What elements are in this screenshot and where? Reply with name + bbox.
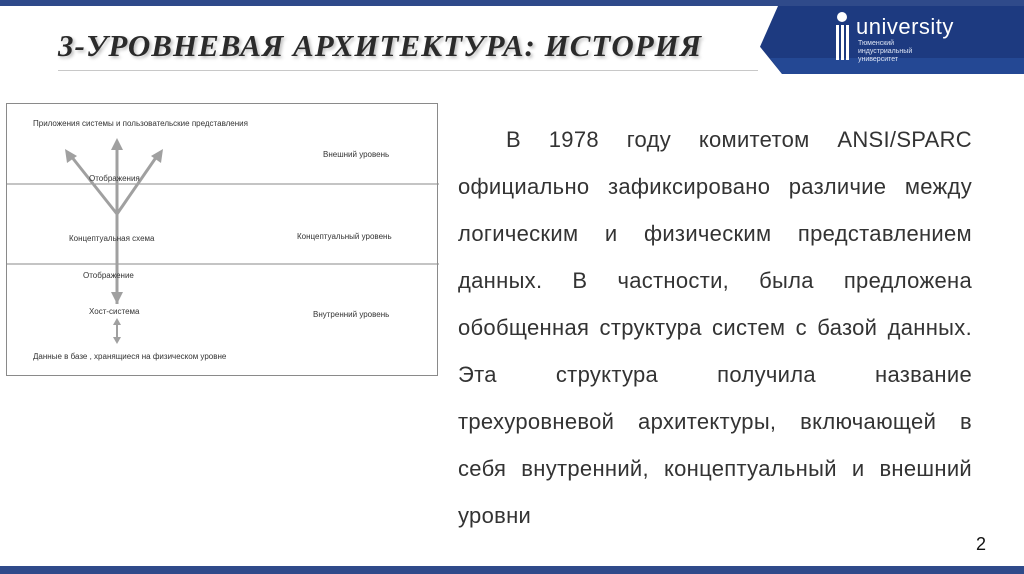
top-accent-bar <box>0 0 1024 6</box>
level-label-external: Внешний уровень <box>323 150 390 159</box>
page-number: 2 <box>976 534 987 554</box>
down-arrow-head <box>111 292 123 304</box>
conceptual-schema-label: Концептуальная схема <box>69 234 155 243</box>
title-underline <box>58 70 758 71</box>
small-down-arrow-head <box>113 337 121 344</box>
mapping-label-1: Отображения <box>89 174 140 183</box>
logo-wordmark: university <box>856 14 954 39</box>
level-label-conceptual: Концептуальный уровень <box>297 232 392 241</box>
body-paragraph: В 1978 году комитетом ANSI/SPARC официально зафиксировано различие между логическим и физическим представлением данных. В частности, была предложена обобщенная структура систем с базой данных. Эта структура получила название трехуровневой архитектуры, включающей в себя внутренний, концептуальный и внешний уровни <box>458 127 972 528</box>
architecture-diagram <box>6 103 438 376</box>
mapping-label-2: Отображение <box>83 271 134 280</box>
slide-title: 3-УРОВНЕВАЯ АРХИТЕКТУРА: ИСТОРИЯ <box>58 28 703 63</box>
diagram-top-label: Приложения системы и пользовательские представления <box>33 119 248 128</box>
level-label-internal: Внутренний уровень <box>313 310 390 319</box>
body-text-block <box>458 116 972 539</box>
logo-subtitle: Тюменский индустриальный университет <box>858 40 913 63</box>
left-arrow-shaft <box>71 156 117 214</box>
up-arrow-head <box>111 138 123 150</box>
bottom-accent-bar <box>0 566 1024 574</box>
university-logo-icon <box>832 10 852 62</box>
diagram-bottom-label: Данные в базе , хранящиеся на физическом уровне <box>33 352 227 361</box>
small-up-arrow-head <box>113 318 121 325</box>
host-system-label: Хост-система <box>89 307 140 316</box>
right-arrow-shaft <box>117 156 157 214</box>
